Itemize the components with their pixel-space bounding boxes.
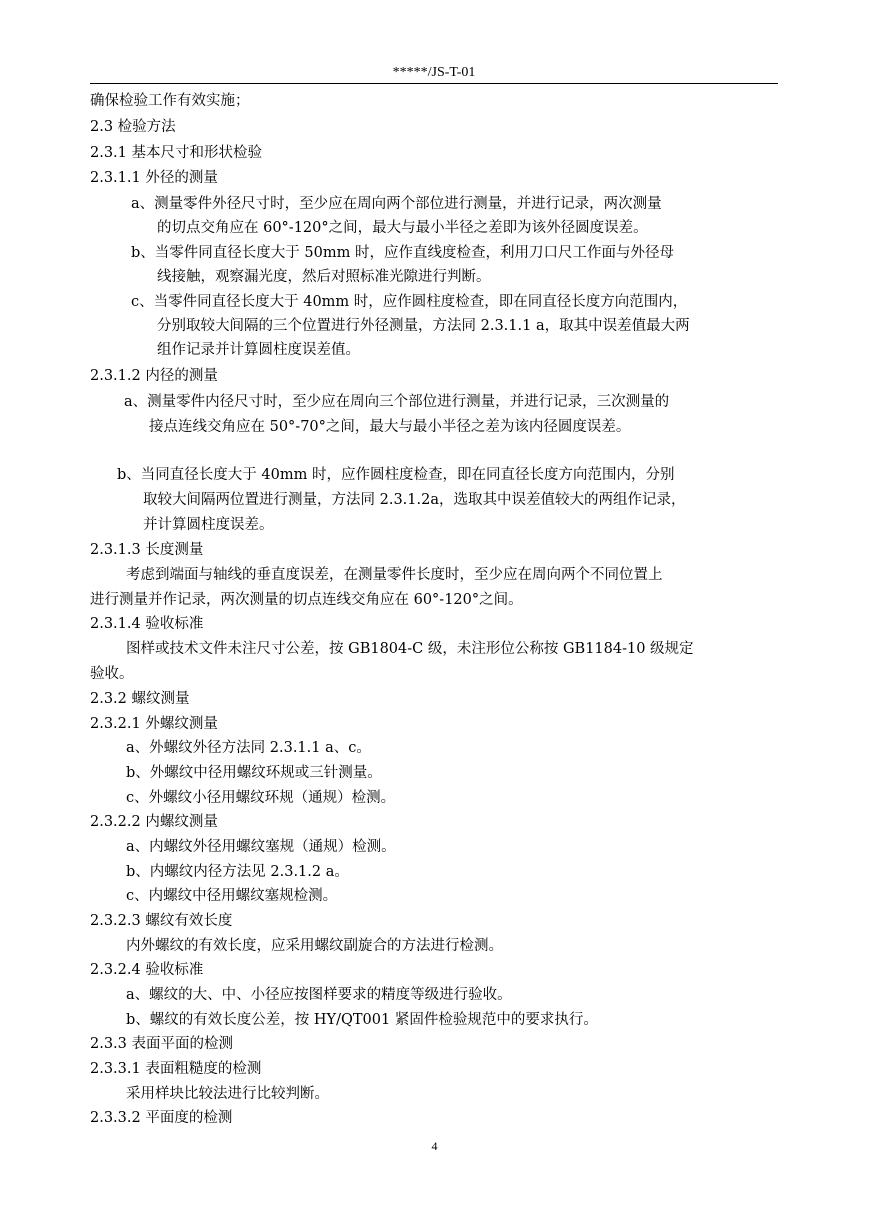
- list-item: b、内螺纹内径方法见 2.3.1.2 a。: [126, 864, 349, 880]
- list-item: a、外螺纹外径方法同 2.3.1.1 a、c。: [126, 740, 371, 756]
- list-item-continuation: 分别取较大间隔的三个位置进行外径测量，方法同 2.3.1.1 a，取其中误差值最大两: [157, 318, 690, 334]
- list-item-continuation: 的切点交角应在 60°-120°之间，最大与最小半径之差即为该外径圆度误差。: [157, 220, 648, 236]
- list-item: a、测量零件外径尺寸时，至少应在周向两个部位进行测量，并进行记录，两次测量: [131, 196, 662, 212]
- paragraph-line: 采用样块比较法进行比较判断。: [126, 1086, 329, 1102]
- list-item: c、当零件同直径长度大于 40mm 时，应作圆柱度检查，即在同直径长度方向范围内，: [131, 294, 688, 310]
- section-heading: 2.3.2.2 内螺纹测量: [90, 814, 218, 830]
- paragraph-line: 图样或技术文件未注尺寸公差，按 GB1804-C 级，未注形位公称按 GB1184-10 级规定: [126, 641, 694, 657]
- section-heading: 2.3.2.4 验收标准: [90, 962, 204, 978]
- section-heading: 2.3.1.1 外径的测量: [90, 170, 218, 186]
- list-item: c、外螺纹小径用螺纹环规（通规）检测。: [126, 790, 396, 806]
- list-item-continuation: 取较大间隔两位置进行测量，方法同 2.3.1.2a，选取其中误差值较大的两组作记录，: [143, 492, 686, 508]
- page-number: 4: [431, 1139, 438, 1153]
- text-line: 确保检验工作有效实施；: [90, 93, 250, 109]
- section-heading: 2.3.1 基本尺寸和形状检验: [90, 145, 263, 161]
- list-item-continuation: 组作记录并计算圆柱度误差值。: [157, 342, 360, 358]
- list-item: a、内螺纹外径用螺纹塞规（通规）检测。: [126, 839, 396, 855]
- section-heading: 2.3.1.3 长度测量: [90, 542, 204, 558]
- section-heading: 2.3.2.3 螺纹有效长度: [90, 913, 233, 929]
- section-heading: 2.3.2.1 外螺纹测量: [90, 716, 218, 732]
- section-heading: 2.3.3 表面平面的检测: [90, 1036, 234, 1052]
- list-item-continuation: 线接触，观察漏光度，然后对照标准光隙进行判断。: [157, 269, 491, 285]
- section-heading: 2.3.2 螺纹测量: [90, 691, 190, 707]
- list-item: b、外螺纹中径用螺纹环规或三针测量。: [126, 765, 382, 781]
- paragraph-line: 进行测量并作记录，两次测量的切点连线交角应在 60°-120°之间。: [90, 592, 523, 608]
- list-item: c、内螺纹中径用螺纹塞规检测。: [126, 888, 338, 904]
- list-item-continuation: 并计算圆柱度误差。: [143, 517, 274, 533]
- section-heading: 2.3 检验方法: [90, 119, 176, 135]
- list-item-continuation: 接点连线交角应在 50°-70°之间，最大与最小半径之差为该内径圆度误差。: [149, 419, 631, 435]
- section-heading: 2.3.1.4 验收标准: [90, 616, 204, 632]
- paragraph-line: 内外螺纹的有效长度，应采用螺纹副旋合的方法进行检测。: [126, 938, 503, 954]
- section-heading: 2.3.3.1 表面粗糙度的检测: [90, 1061, 262, 1077]
- header-divider: [90, 83, 778, 84]
- section-heading: 2.3.1.2 内径的测量: [90, 368, 218, 384]
- list-item: b、当同直径长度大于 40mm 时，应作圆柱度检查，即在同直径长度方向范围内，分别: [117, 467, 675, 483]
- list-item: b、当零件同直径长度大于 50mm 时，应作直线度检查，利用刀口尺工作面与外径母: [131, 245, 674, 261]
- paragraph-line: 验收。: [90, 666, 134, 682]
- paragraph-line: 考虑到端面与轴线的垂直度误差，在测量零件长度时，至少应在周向两个不同位置上: [126, 567, 663, 583]
- list-item: a、测量零件内径尺寸时，至少应在周向三个部位进行测量，并进行记录，三次测量的: [124, 394, 670, 410]
- section-heading: 2.3.3.2 平面度的检测: [90, 1110, 233, 1126]
- document-code-header: *****/JS-T-01: [392, 65, 476, 80]
- list-item: b、螺纹的有效长度公差，按 HY/QT001 紧固件检验规范中的要求执行。: [126, 1012, 598, 1028]
- list-item: a、螺纹的大、中、小径应按图样要求的精度等级进行验收。: [126, 987, 512, 1003]
